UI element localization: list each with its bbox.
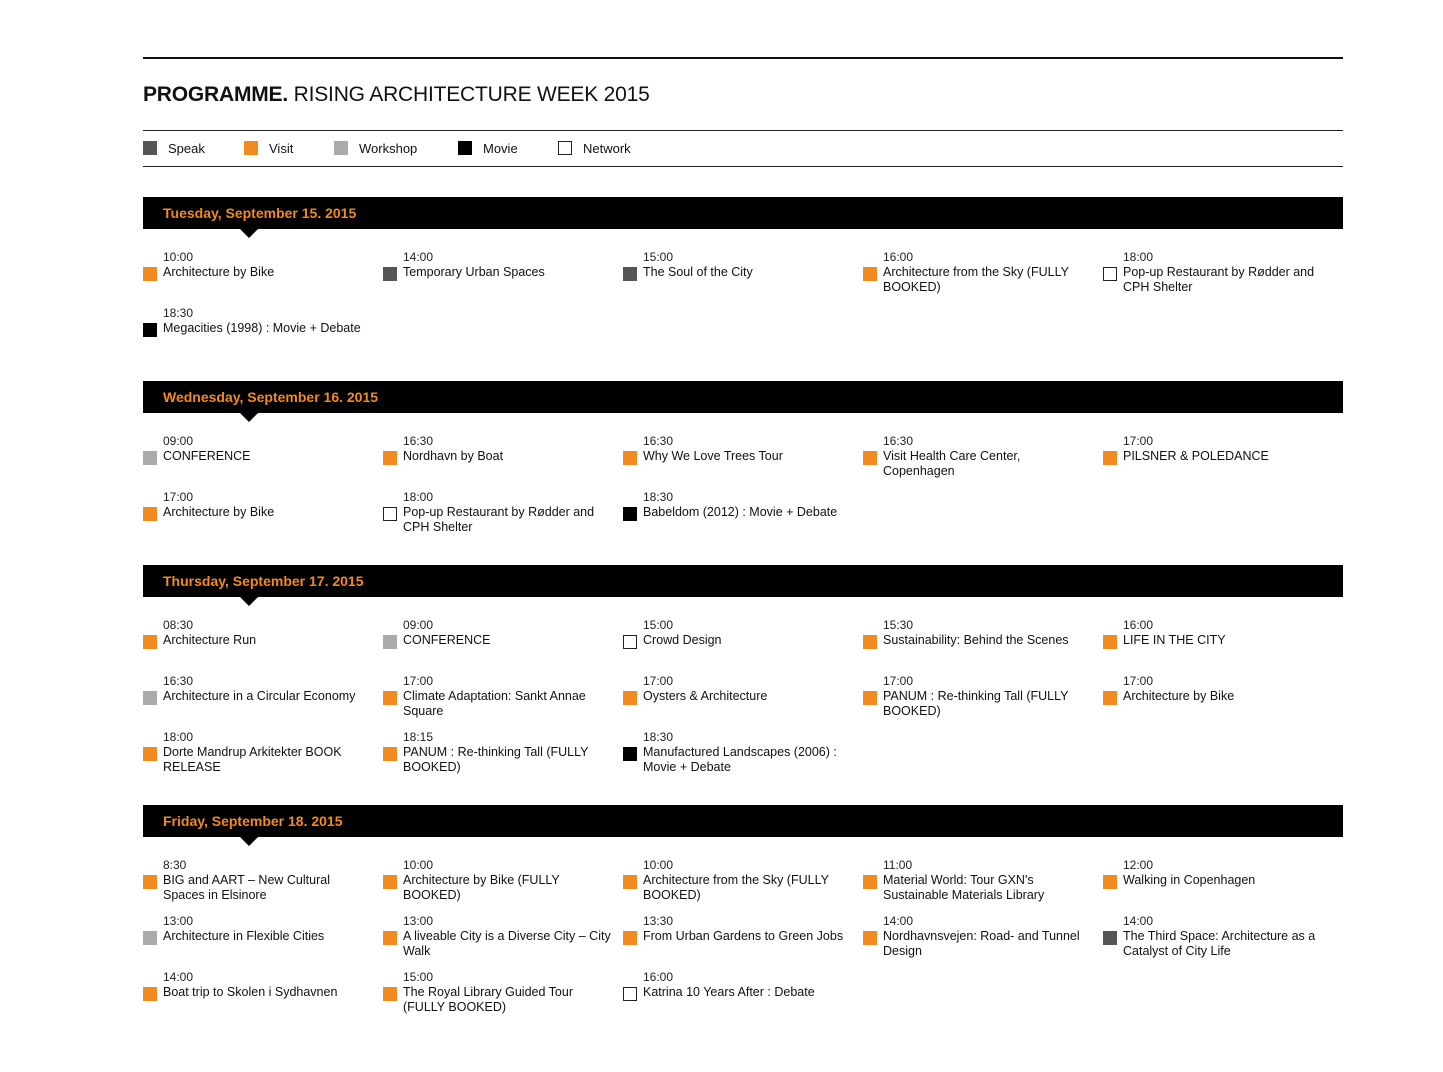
event-title: Architecture from the Sky (FULLY BOOKED)	[643, 873, 829, 902]
event-time: 17:00	[883, 674, 914, 688]
event-time: 16:30	[403, 434, 434, 448]
event-title: Architecture by Bike	[163, 505, 275, 519]
event-time: 15:00	[403, 970, 434, 984]
event-time: 18:00	[1123, 250, 1154, 264]
event-time: 18:15	[403, 730, 434, 744]
network-type-icon	[383, 507, 397, 521]
event-time: 13:00	[403, 914, 434, 928]
visit-type-icon	[143, 635, 157, 649]
event-title: Oysters & Architecture	[643, 689, 768, 703]
legend-item-network[interactable]	[558, 140, 631, 156]
day-pointer-icon	[240, 597, 258, 606]
event-time: 10:00	[403, 858, 434, 872]
legend-item-movie[interactable]	[458, 140, 518, 156]
event-time: 10:00	[163, 250, 194, 264]
event-title: The Soul of the City	[643, 265, 753, 279]
workshop-type-icon	[143, 691, 157, 705]
event-time: 17:00	[1123, 674, 1154, 688]
event-time: 15:00	[643, 250, 674, 264]
legend-item-visit[interactable]	[244, 140, 293, 156]
event-time: 12:00	[1123, 858, 1154, 872]
event-time: 18:30	[643, 730, 674, 744]
event-title: LIFE IN THE CITY	[1123, 633, 1226, 647]
visit-type-icon	[863, 451, 877, 465]
event-time: 11:00	[883, 858, 913, 872]
day-header-bar	[143, 805, 1343, 837]
network-swatch-icon	[558, 141, 572, 155]
event-title: Megacities (1998) : Movie + Debate	[163, 321, 361, 335]
event-title: Temporary Urban Spaces	[403, 265, 545, 279]
event-time: 16:00	[643, 970, 674, 984]
visit-type-icon	[623, 451, 637, 465]
event-time: 13:00	[163, 914, 194, 928]
workshop-swatch-icon	[334, 141, 348, 155]
legend-label: Speak	[168, 140, 205, 156]
day-label[interactable]: Wednesday, September 16. 2015	[163, 389, 379, 405]
visit-type-icon	[1103, 635, 1117, 649]
visit-type-icon	[863, 931, 877, 945]
day-pointer-icon	[240, 837, 258, 846]
event-title: From Urban Gardens to Green Jobs	[643, 929, 844, 943]
day-header-bar	[143, 197, 1343, 229]
event-time: 16:00	[883, 250, 914, 264]
event-title: Dorte Mandrup Arkitekter BOOK RELEASE	[163, 745, 342, 774]
event-title: Katrina 10 Years After : Debate	[643, 985, 815, 999]
event-title: Architecture by Bike	[163, 265, 275, 279]
event-time: 15:30	[883, 618, 914, 632]
event-title: A liveable City is a Diverse City – City Walk	[403, 929, 611, 958]
event-title: PILSNER & POLEDANCE	[1123, 449, 1269, 463]
page-title-rest: RISING ARCHITECTURE WEEK 2015	[288, 83, 650, 106]
legend-label: Workshop	[359, 140, 418, 156]
page-title	[143, 83, 650, 107]
visit-type-icon	[143, 267, 157, 281]
legend-top-rule	[143, 130, 1343, 131]
speak-type-icon	[383, 267, 397, 281]
network-type-icon	[623, 987, 637, 1001]
legend-bottom-rule	[143, 166, 1343, 167]
event-time: 14:00	[163, 970, 194, 984]
visit-type-icon	[383, 451, 397, 465]
movie-type-icon	[623, 507, 637, 521]
event-title: Pop-up Restaurant by Rødder and CPH Shelter	[1123, 265, 1315, 294]
event-title: Pop-up Restaurant by Rødder and CPH Shelter	[403, 505, 595, 534]
event-time: 17:00	[403, 674, 434, 688]
legend-label: Network	[583, 140, 631, 156]
event-time: 18:00	[163, 730, 194, 744]
event-title: Architecture from the Sky (FULLY BOOKED)	[883, 265, 1069, 294]
event-time: 17:00	[163, 490, 194, 504]
event-title: Climate Adaptation: Sankt Annae Square	[403, 689, 586, 718]
event-time: 10:00	[643, 858, 674, 872]
event-title: Nordhavn by Boat	[403, 449, 504, 463]
event-time: 18:30	[643, 490, 674, 504]
event-time: 14:00	[1123, 914, 1154, 928]
visit-type-icon	[863, 635, 877, 649]
visit-type-icon	[143, 875, 157, 889]
event-time: 15:00	[643, 618, 674, 632]
event-title: Architecture in Flexible Cities	[163, 929, 325, 943]
visit-type-icon	[383, 987, 397, 1001]
event-title: CONFERENCE	[403, 633, 491, 647]
visit-type-icon	[863, 875, 877, 889]
speak-type-icon	[623, 267, 637, 281]
visit-type-icon	[863, 691, 877, 705]
movie-type-icon	[623, 747, 637, 761]
event-time: 13:30	[643, 914, 674, 928]
visit-type-icon	[1103, 691, 1117, 705]
day-label[interactable]: Tuesday, September 15. 2015	[163, 205, 357, 221]
workshop-type-icon	[383, 635, 397, 649]
event-title: Nordhavnsvejen: Road- and Tunnel Design	[883, 929, 1080, 958]
event-title: Why We Love Trees Tour	[643, 449, 783, 463]
event-title: Manufactured Landscapes (2006) : Movie + Debate	[643, 745, 837, 774]
event-time: 18:30	[163, 306, 194, 320]
event-title: Architecture by Bike (FULLY BOOKED)	[403, 873, 560, 902]
event-title: The Third Space: Architecture as a Catalyst of City Life	[1123, 929, 1316, 958]
event-time: 17:00	[643, 674, 674, 688]
event-time: 8:30	[163, 858, 187, 872]
visit-type-icon	[623, 875, 637, 889]
event-title: Sustainability: Behind the Scenes	[883, 633, 1069, 647]
day-header-bar	[143, 565, 1343, 597]
network-type-icon	[623, 635, 637, 649]
event-time: 14:00	[883, 914, 914, 928]
event-time: 16:30	[643, 434, 674, 448]
event-title: BIG and AART – New Cultural Spaces in Elsinore	[163, 873, 330, 902]
speak-swatch-icon	[143, 141, 157, 155]
day-pointer-icon	[240, 413, 258, 422]
event-title: Architecture in a Circular Economy	[163, 689, 356, 703]
event-title: Visit Health Care Center, Copenhagen	[883, 449, 1021, 478]
visit-type-icon	[143, 747, 157, 761]
event-title: Babeldom (2012) : Movie + Debate	[643, 505, 838, 519]
event-time: 16:30	[163, 674, 194, 688]
movie-type-icon	[143, 323, 157, 337]
event-title: PANUM : Re-thinking Tall (FULLY BOOKED)	[883, 689, 1069, 718]
legend-label: Visit	[269, 140, 294, 156]
event-title: Material World: Tour GXN's Sustainable Materials Library	[883, 873, 1045, 902]
event-title: Walking in Copenhagen	[1123, 873, 1256, 887]
event-time: 09:00	[163, 434, 194, 448]
visit-type-icon	[1103, 451, 1117, 465]
day-header-bar	[143, 381, 1343, 413]
event-time: 08:30	[163, 618, 194, 632]
visit-type-icon	[1103, 875, 1117, 889]
visit-type-icon	[383, 691, 397, 705]
day-label[interactable]: Friday, September 18. 2015	[163, 813, 343, 829]
event-time: 09:00	[403, 618, 434, 632]
legend-label: Movie	[483, 140, 518, 156]
workshop-type-icon	[143, 931, 157, 945]
speak-type-icon	[1103, 931, 1117, 945]
event-time: 17:00	[1123, 434, 1154, 448]
event-title: Architecture by Bike	[1123, 689, 1235, 703]
visit-type-icon	[143, 507, 157, 521]
event-time: 18:00	[403, 490, 434, 504]
legend-item-speak[interactable]	[143, 140, 205, 156]
visit-type-icon	[623, 691, 637, 705]
visit-type-icon	[383, 747, 397, 761]
visit-type-icon	[383, 875, 397, 889]
visit-type-icon	[383, 931, 397, 945]
event-title: Boat trip to Skolen i Sydhavnen	[163, 985, 338, 999]
event-title: CONFERENCE	[163, 449, 251, 463]
event-title: Architecture Run	[163, 633, 257, 647]
event-title: Crowd Design	[643, 633, 722, 647]
visit-type-icon	[863, 267, 877, 281]
visit-swatch-icon	[244, 141, 258, 155]
visit-type-icon	[623, 931, 637, 945]
visit-type-icon	[143, 987, 157, 1001]
network-type-icon	[1103, 267, 1117, 281]
day-label[interactable]: Thursday, September 17. 2015	[163, 573, 364, 589]
event-title: The Royal Library Guided Tour (FULLY BOOKED)	[403, 985, 573, 1014]
event-time: 16:00	[1123, 618, 1154, 632]
workshop-type-icon	[143, 451, 157, 465]
day-pointer-icon	[240, 229, 258, 238]
top-rule	[143, 57, 1343, 59]
event-time: 14:00	[403, 250, 434, 264]
event-title: PANUM : Re-thinking Tall (FULLY BOOKED)	[403, 745, 589, 774]
page-title-bold: PROGRAMME.	[143, 83, 289, 106]
movie-swatch-icon	[458, 141, 472, 155]
legend-item-workshop[interactable]	[334, 140, 417, 156]
event-time: 16:30	[883, 434, 914, 448]
